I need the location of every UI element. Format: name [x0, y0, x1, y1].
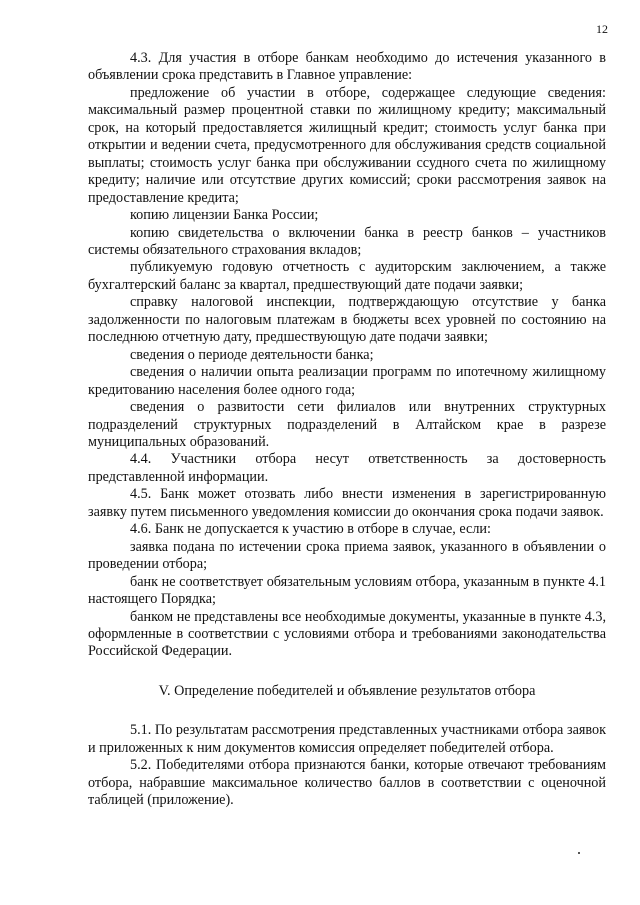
paragraph: 5.1. По результатам рассмотрения представленных участниками отбора заявок и приложенных к ним документов комиссия определяет победителей отбора.	[88, 722, 606, 756]
paragraph: копию лицензии Банка России;	[130, 207, 319, 224]
paragraph: 4.4. Участники отбора несут ответственность за достоверность представленной информации.	[88, 451, 606, 485]
section-heading: V. Определение победителей и объявление результатов отбора	[158, 682, 536, 699]
paragraph: предложение об участии в отборе, содержащее следующие сведения: максимальный размер процентной ставки по жилищному кредиту; максимальный срок, на который предоставляется жилищный кредит; стоимость услуг банка при открытии и ведении счета, предусмотренного для обслуживания средств социальной выплаты; стоимость услуг банка при обслуживании ссудного счета по жилищному кредиту; наличие или отсутствие других комиссий; сроки рассмотрения заявок на предоставление кредита;	[88, 84, 606, 206]
paragraph: банк не соответствует обязательным условиям отбора, указанным в пункте 4.1 настоящего Порядка;	[88, 573, 606, 608]
paragraph: сведения о периоде деятельности банка;	[130, 346, 374, 363]
scan-speck	[578, 852, 580, 854]
document-body	[88, 50, 606, 810]
paragraph: публикуемую годовую отчетность с аудиторским заключением, а также бухгалтерский баланс за квартал, предшествующий дате подачи заявки;	[88, 259, 606, 293]
paragraph: 5.2. Победителями отбора признаются банки, которые отвечают требованиям отбора, набравшие максимальное количество баллов в соответствии с оценочной таблицей (приложение).	[88, 757, 606, 809]
paragraph: 4.6. Банк не допускается к участию в отборе в случае, если:	[130, 521, 491, 538]
paragraph: заявка подана по истечении срока приема заявок, указанного в объявлении о проведении отбора;	[88, 538, 606, 573]
paragraph: сведения о развитости сети филиалов или внутренних структурных подразделений структурных подразделений в Алтайском крае в разрезе муниципальных образований.	[88, 399, 606, 450]
paragraph: 4.5. Банк может отозвать либо внести изменения в зарегистрированную заявку путем письменного уведомления комиссии до окончания срока подачи заявок.	[88, 486, 606, 520]
paragraph: сведения о наличии опыта реализации программ по ипотечному жилищному кредитованию населения более одного года;	[88, 364, 606, 398]
paragraph: справку налоговой инспекции, подтверждающую отсутствие у банка задолженности по налоговым платежам в бюджеты всех уровней по состоянию на последнюю отчетную дату, предшествующую дате подачи заявки;	[88, 294, 606, 346]
page-number: 12	[596, 22, 608, 36]
paragraph: банком не представлены все необходимые документы, указанные в пункте 4.3, оформленные в соответствии с условиями отбора и требованиями законодательства Российской Федерации.	[88, 608, 606, 660]
paragraph: копию свидетельства о включении банка в реестр банков – участников системы обязательного страхования вкладов;	[88, 224, 606, 258]
paragraph: 4.3. Для участия в отборе банкам необходимо до истечения указанного в объявлении срока представить в Главное управление:	[88, 50, 606, 84]
